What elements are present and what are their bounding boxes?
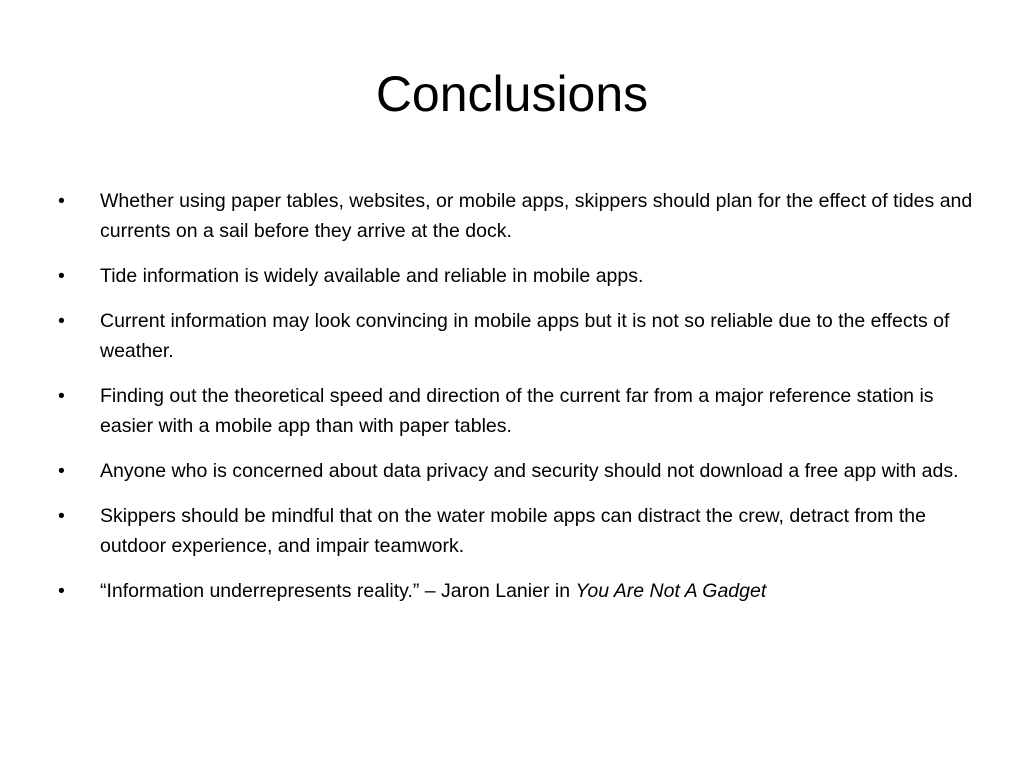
bullet-text: Finding out the theoretical speed and direction of the current far from a major reference station is easier with a mobile app than with paper tables.: [100, 385, 934, 437]
bullet-icon: •: [58, 190, 65, 212]
quote-text: “Information underrepresents reality.” – Jaron Lanier in: [100, 580, 576, 602]
bullet-icon: •: [58, 385, 65, 407]
bullet-item: [58, 261, 978, 291]
bullet-item: [58, 306, 978, 366]
bullet-icon: •: [58, 265, 65, 287]
bullet-icon: •: [58, 505, 65, 527]
quote-book-title: You Are Not A Gadget: [575, 580, 767, 602]
bullet-text: Tide information is widely available and reliable in mobile apps.: [100, 265, 644, 287]
bullet-text: Whether using paper tables, websites, or mobile apps, skippers should plan for the effect of tides and currents on a sail before they arrive at the dock.: [100, 190, 973, 242]
bullet-item: [58, 456, 978, 486]
bullet-icon: •: [58, 460, 65, 482]
bullet-item-quote: [58, 576, 978, 606]
bullet-text: Current information may look convincing in mobile apps but it is not so reliable due to the effects of weather.: [100, 310, 950, 362]
bullet-icon: •: [58, 310, 65, 332]
slide-title: Conclusions: [375, 66, 649, 122]
bullet-item: [58, 381, 978, 441]
bullet-icon: •: [58, 580, 65, 602]
bullet-text: Anyone who is concerned about data privacy and security should not download a free app with ads.: [100, 460, 959, 482]
bullet-list: [58, 186, 978, 621]
bullet-text: Skippers should be mindful that on the water mobile apps can distract the crew, detract from the outdoor experience, and impair teamwork.: [100, 505, 926, 557]
bullet-item: [58, 501, 978, 561]
bullet-item: [58, 186, 978, 246]
